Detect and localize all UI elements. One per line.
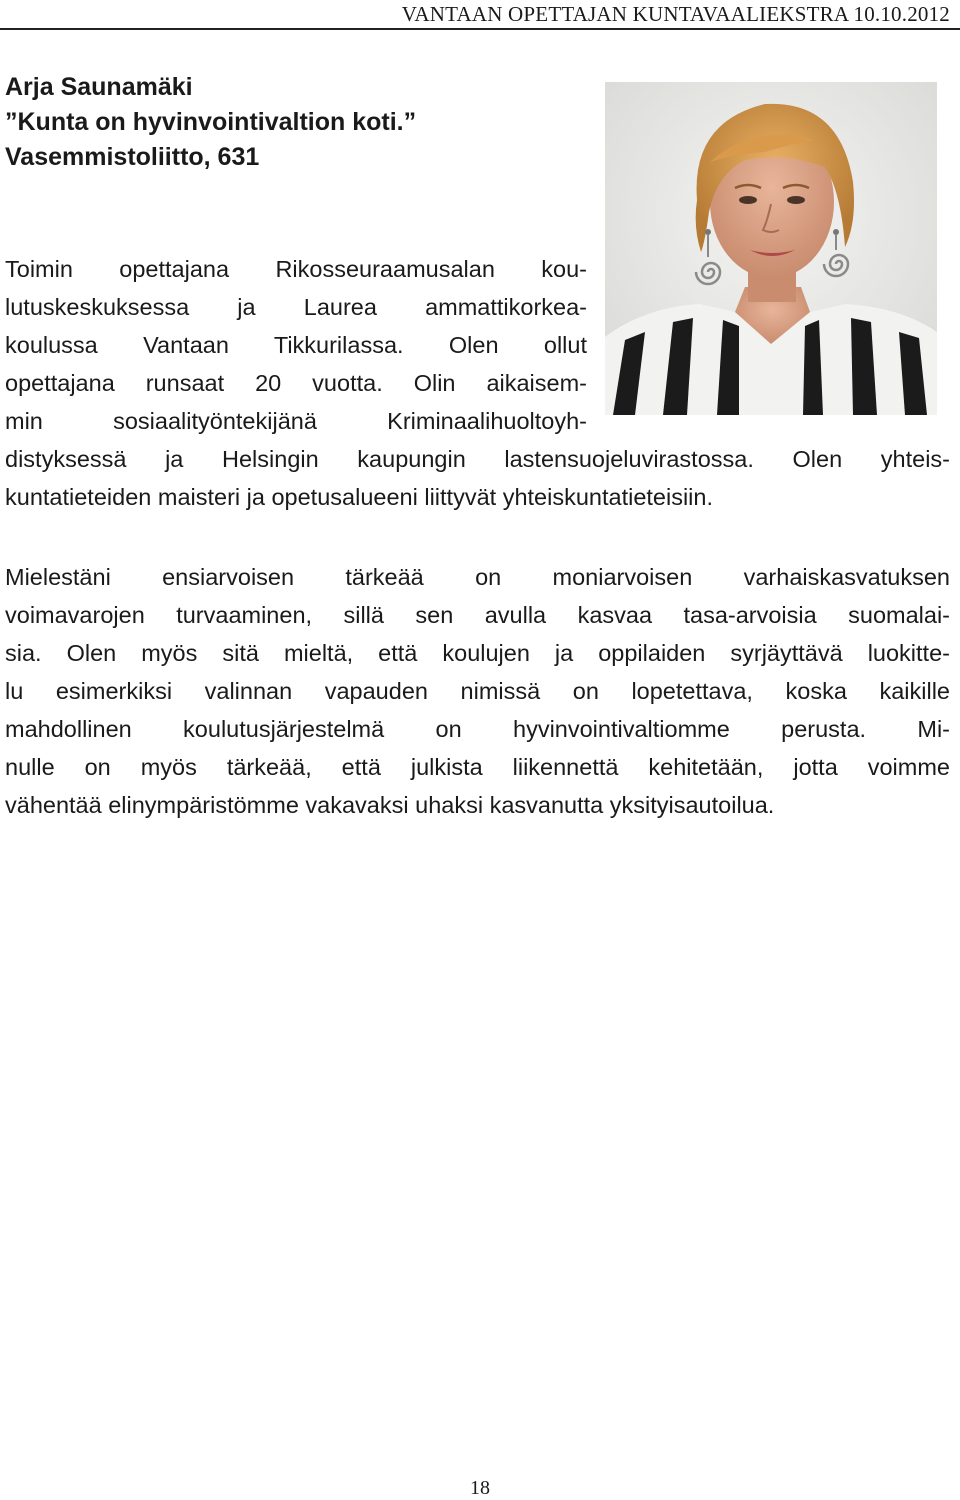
text-line: koulussa Vantaan Tikkurilassa. Olen ollut — [5, 332, 587, 358]
candidate-name: Arja Saunamäki — [5, 73, 193, 101]
opinion-paragraph — [5, 558, 950, 824]
text-line: sia. Olen myös sitä mieltä, että koulujen ja oppilaiden syrjäyttävä luokitte- — [5, 640, 950, 666]
text-line: Toimin opettajana Rikosseuraamusalan kou- — [5, 256, 587, 282]
background-paragraph — [5, 250, 950, 516]
page-number: 18 — [470, 1477, 490, 1499]
text-line: mahdollinen koulutusjärjestelmä on hyvinvointivaltiomme perusta. Mi- — [5, 716, 950, 742]
text-line: Mielestäni ensiarvoisen tärkeää on moniarvoisen varhaiskasvatuksen — [5, 564, 950, 590]
text-line: voimavarojen turvaaminen, sillä sen avulla kasvaa tasa-arvoisia suomalai- — [5, 602, 950, 628]
candidate-info — [5, 70, 565, 175]
text-line: lutuskeskuksessa ja Laurea ammattikorkea- — [5, 294, 587, 320]
text-line: distyksessä ja Helsingin kaupungin lastensuojeluvirastossa. Olen yhteis- — [5, 446, 950, 472]
header-rule — [0, 28, 960, 30]
text-line: opettajana runsaat 20 vuotta. Olin aikaisem- — [5, 370, 587, 396]
text-line: lu esimerkiksi valinnan vapauden nimissä on lopetettava, koska kaikille — [5, 678, 950, 704]
text-line: kuntatieteiden maisteri ja opetusalueeni liittyvät yhteiskuntatieteisiin. — [5, 484, 714, 510]
text-line: vähentää elinympäristömme vakavaksi uhaksi kasvanutta yksityisautoilua. — [5, 792, 775, 818]
text-line: nulle on myös tärkeää, että julkista liikennettä kehitetään, jotta voimme — [5, 754, 950, 780]
candidate-party-number: Vasemmistoliitto, 631 — [5, 143, 260, 171]
text-line: min sosiaalityöntekijänä Kriminaalihuoltoyh- — [5, 408, 587, 434]
document-header: VANTAAN OPETTAJAN KUNTAVAALIEKSTRA 10.10.2012 — [401, 2, 950, 26]
candidate-slogan: ”Kunta on hyvinvointivaltion koti.” — [5, 108, 417, 136]
